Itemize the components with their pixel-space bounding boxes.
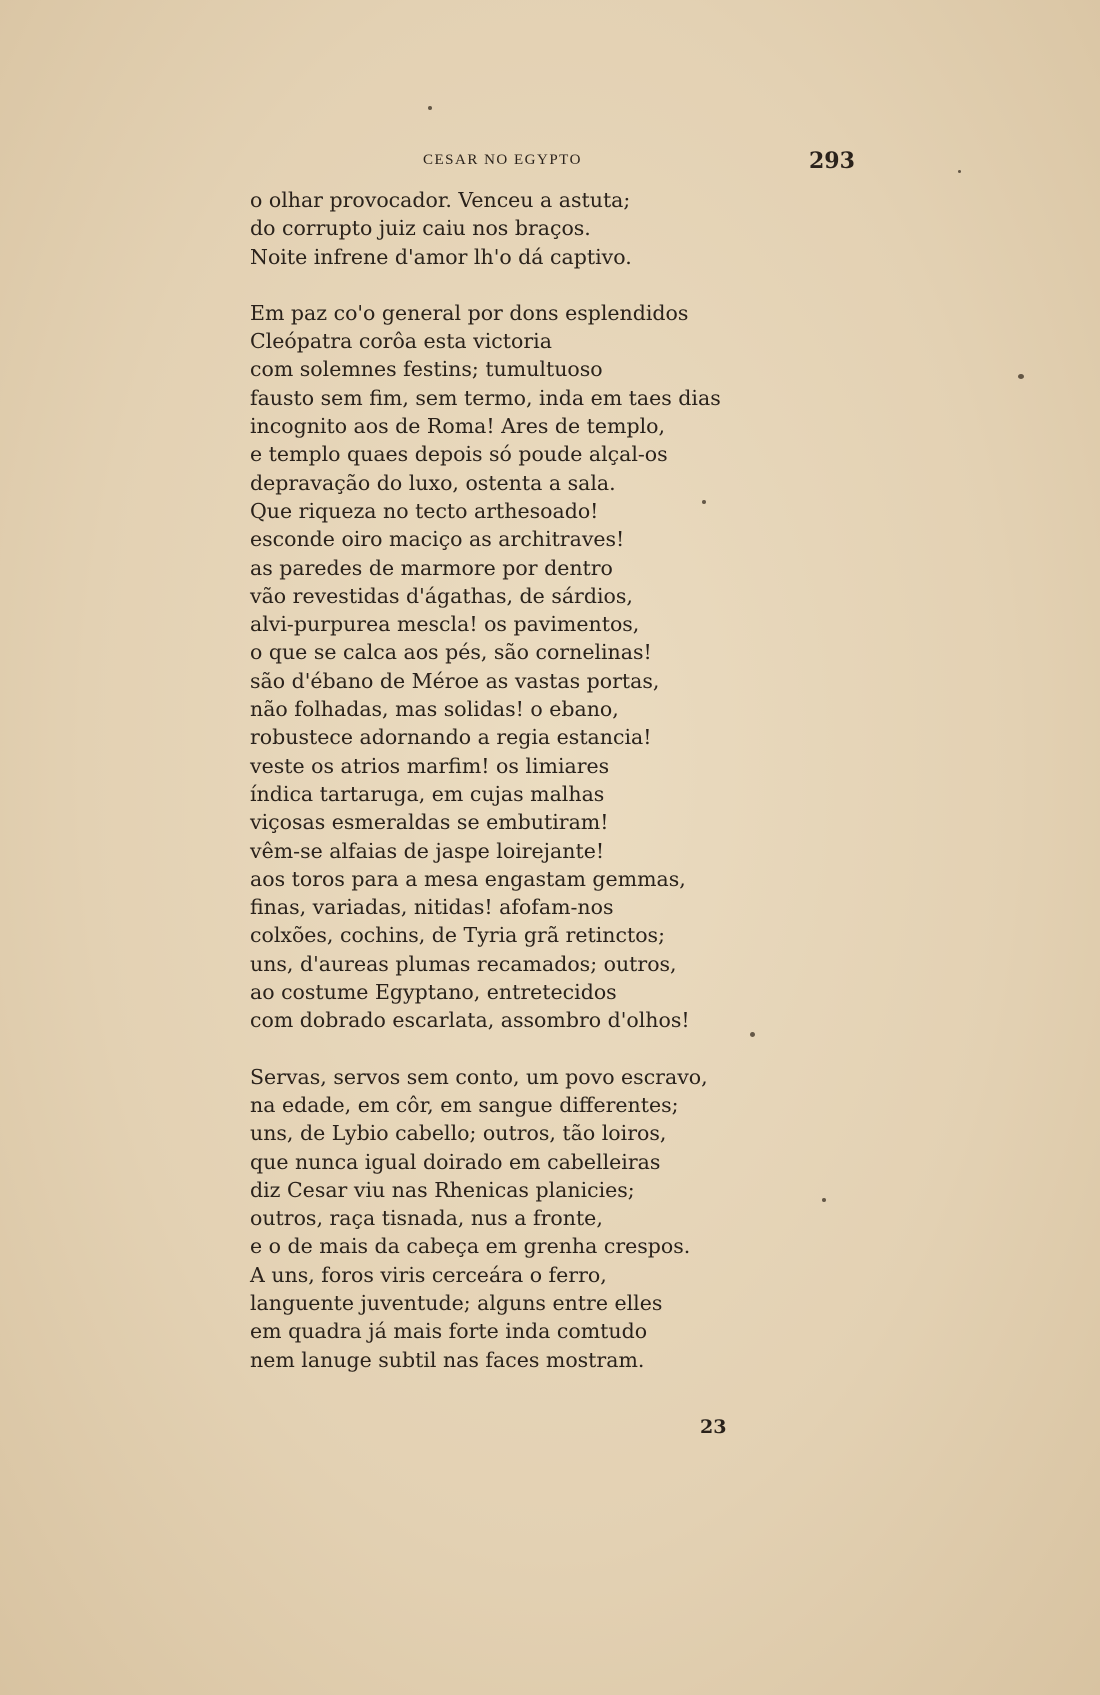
verse-line: com solemnes festins; tumultuoso [250,357,603,382]
verse-line: alvi-purpurea mescla! os pavimentos, [250,612,640,637]
running-title: CESAR NO EGYPTO [423,152,582,168]
verse-line: vêm-se alfaias de jaspe loirejante! [250,838,605,863]
verse-line: viçosas esmeraldas se embutiram! [250,810,609,835]
verse-line: e templo quaes depois só poude alçal-os [250,442,668,467]
verse-line: do corrupto juiz caiu nos braços. [250,216,591,241]
verse-line: ao costume Egyptano, entretecidos [250,980,617,1005]
paper-speck [958,170,961,173]
verse-line: nem lanuge subtil nas faces mostram. [250,1347,645,1372]
paper-speck [750,1032,755,1037]
paper-speck [428,106,432,110]
verse-line: Que riqueza no tecto arthesoado! [250,498,599,523]
verse-line: languente juventude; alguns entre elles [250,1290,663,1315]
verse-line: depravação do luxo, ostenta a sala. [250,470,616,495]
verse-line: uns, de Lybio cabello; outros, tão loiros, [250,1121,667,1146]
verse-line: as paredes de marmore por dentro [250,555,613,580]
stanza-2 [250,299,1070,1035]
paper-speck [702,500,706,504]
verse-line: com dobrado escarlata, assombro d'olhos! [250,1008,690,1033]
verse-line: outros, raça tisnada, nus a fronte, [250,1206,603,1231]
verse-line: finas, variadas, nitidas! afofam-nos [250,895,614,920]
verse-line: A uns, foros viris cerceára o ferro, [250,1262,607,1287]
poem-text [250,186,1070,1374]
verse-line: Cleópatra corôa esta victoria [250,329,552,354]
verse-line: fausto sem fim, sem termo, inda em taes dias [250,385,721,410]
verse-line: uns, d'aureas plumas recamados; outros, [250,951,677,976]
verse-line: colxões, cochins, de Tyria grã retinctos; [250,923,665,948]
verse-line: em quadra já mais forte inda comtudo [250,1319,648,1344]
verse-line: vão revestidas d'ágathas, de sárdios, [250,583,633,608]
stanza-1 [250,186,1070,271]
paper-speck [1018,374,1024,379]
verse-line: Noite infrene d'amor lh'o dá captivo. [250,244,632,269]
verse-line: são d'ébano de Méroe as vastas portas, [250,668,660,693]
verse-line: diz Cesar viu nas Rhenicas planicies; [250,1177,635,1202]
verse-line: Em paz co'o general por dons esplendidos [250,300,689,325]
verse-line: incognito aos de Roma! Ares de templo, [250,414,666,439]
paper-speck [822,1198,826,1202]
verse-line: não folhadas, mas solidas! o ebano, [250,697,619,722]
verse-line: Servas, servos sem conto, um povo escravo, [250,1064,708,1089]
verse-line: esconde oiro maciço as architraves! [250,527,625,552]
verse-line: aos toros para a mesa engastam gemmas, [250,866,686,891]
verse-line: o que se calca aos pés, são cornelinas! [250,640,652,665]
page-number: 293 [809,148,855,174]
signature-mark: 23 [700,1416,727,1438]
stanza-3 [250,1063,1070,1374]
verse-line: na edade, em côr, em sangue differentes; [250,1092,679,1117]
verse-line: e o de mais da cabeça em grenha crespos. [250,1234,691,1259]
verse-line: o olhar provocador. Venceu a astuta; [250,188,631,212]
verse-line: veste os atrios marfim! os limiares [250,753,610,778]
verse-line: que nunca igual doirado em cabelleiras [250,1149,661,1174]
verse-line: índica tartaruga, em cujas malhas [250,781,605,806]
verse-line: robustece adornando a regia estancia! [250,725,652,750]
running-head [0,148,1100,178]
